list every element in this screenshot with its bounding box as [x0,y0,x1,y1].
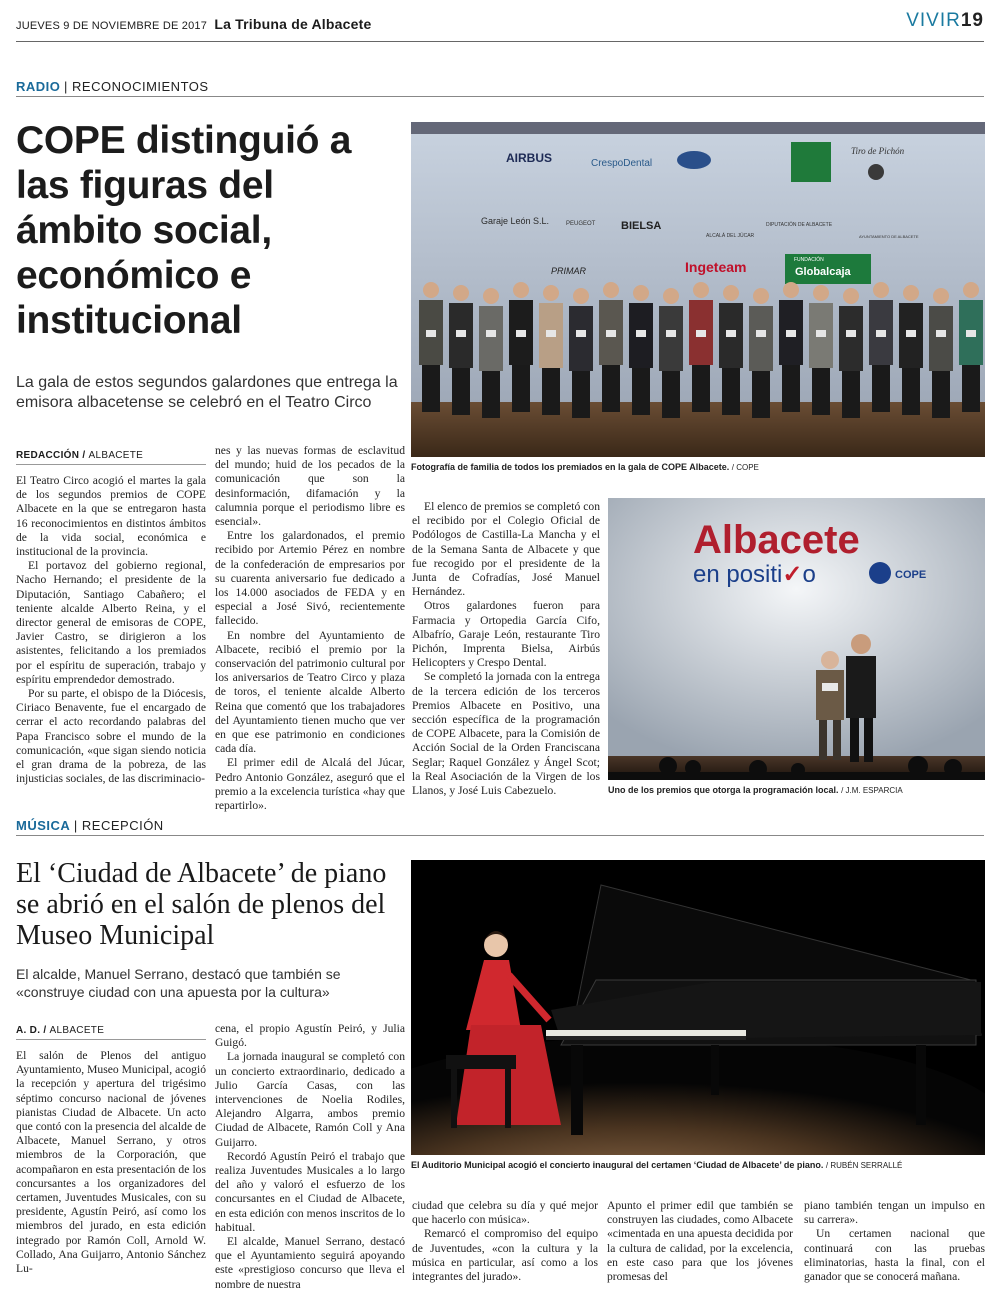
award-plaque [516,330,526,337]
paragraph: El portavoz del gobierno regional, Nacho Hernando; el presidente de la Diputación, Santiago Cabañero; el teniente alcalde Alberto Reina, y el director general de emisoras de COPE, Javier Castro, se dirigieron a los asistentes, felicitando a los premiados por el espíritu de superación, trabajo y espíritu emprendedor demostrado. [16,559,206,686]
person-legs [842,368,860,418]
person-body [569,306,593,371]
caption-text: Uno de los premios que otorga la programación local. [608,785,839,795]
person-legs [722,365,740,415]
photo-albacete-positivo [608,498,985,780]
person-legs [512,362,530,412]
sponsor-logo-shape [677,151,711,169]
person-legs [902,365,920,415]
photo-credit: / COPE [731,463,759,472]
deck-piano: El alcalde, Manuel Serrano, destacó que también se «construye ciudad con una apuesta por la cultura» [16,966,341,1000]
person-body [659,306,683,371]
award-plaque [426,330,436,337]
person-head [843,288,859,304]
masthead-rule [16,41,984,42]
sponsor-logo: Ingeteam [685,259,747,275]
person-body [929,306,953,371]
person-legs [782,362,800,412]
award-plaque [696,330,706,337]
award-plaque [876,330,886,337]
sponsor-logo: DIPUTACIÓN DE ALBACETE [766,222,833,228]
person-body [479,306,503,371]
award-plaque [606,330,616,337]
person-legs [422,362,440,412]
section-rule [16,96,984,97]
paragraph: Apunto el primer edil que también se construyen las ciudades, como Albacete «cimentada en una apuesta decidida por la cultura de calidad, por la excelencia, en este caso para que los jóvenes promesas del [607,1199,793,1284]
section-tag: RADIO [16,79,61,94]
section-label-radio: RADIO | RECONOCIMIENTOS [16,79,209,94]
paragraph: Entre los galardonados, el premio recibido por Artemio Pérez en nombre de la confederación de empresarios por su cuarenta aniversario fue dedicado a los 14.000 asociados de FEDA y en especial a José Sivó, recientemente fallecido. [215,529,405,628]
person-head [693,282,709,298]
masthead-publication: La Tribuna de Albacete [214,16,372,32]
photo3-caption [411,1160,985,1170]
award-group-image [411,122,985,457]
person-head [903,285,919,301]
person-legs [572,368,590,418]
person-legs [482,368,500,418]
screen-subtitle-b: o [802,561,816,588]
person-legs [602,362,620,412]
photo2-caption [608,785,985,795]
paragraph: cena, el propio Agustín Peiró, y Julia Guigó. [215,1022,405,1050]
person-legs [542,365,560,415]
award-plaque [636,330,646,337]
person-legs [752,368,770,418]
award-plaque [846,330,856,337]
photo-award-group [411,122,985,457]
award-plaque [786,330,796,337]
person-head [783,282,799,298]
paragraph: piano también tengan un impulso en su carrera». [804,1199,985,1227]
award-plaque [936,330,946,337]
story2-column-1 [16,1049,206,1276]
paragraph: Por su parte, el obispo de la Diócesis, Ciriaco Benavente, fue el encargado de cerrar el acto recordando palabras del Papa Francisco sobre el mundo de la comunicación, «que sigan siendo noticia el gran drama de la pobreza, de las injusticias sociales, de las discriminacio- [16,687,206,786]
photo1-caption [411,462,985,472]
byline-author: REDACCIÓN [16,450,80,461]
person-legs [932,368,950,418]
photo-pianist [411,860,985,1155]
screen-subtitle-a: en positi [693,561,783,588]
masthead-date: JUEVES 9 DE NOVIEMBRE DE 2017 [16,20,208,32]
paragraph: Un certamen nacional que continuará con las pruebas eliminatorias, hasta la final, con el ganador que se conocerá mañana. [804,1227,985,1284]
sponsor-logo: ALCALÁ DEL JÚCAR [706,233,755,239]
albacete-positivo-image [608,498,985,780]
person-head [663,288,679,304]
paragraph: La jornada inaugural se completó con un concierto extraordinario, dedicado a Julio García Casas, con las intervenciones de Noelia Rodiles, Alejandro Algarra, ambos premio Ciudad de Albacete, Ramón Coll y Ana Guijarro. [215,1050,405,1149]
sponsor-logo: CrespoDental [591,158,653,169]
award-plaque [456,330,466,337]
masthead-date-line [16,16,371,32]
paragraph: El Teatro Circo acogió el martes la gala de los segundos premios de COPE Albacete en la que se entregaron hasta 16 reconocimientos en distintos ámbitos de la vida social, económica e institucional de la provincia. [16,474,206,559]
byline-cope: REDACCIÓN / ALBACETE [16,450,144,461]
person-head [873,282,889,298]
paragraph: nes y las nuevas formas de esclavitud del mundo; huid de los pecados de la comunicación que son la desinformación, difamación y la calumnia porque el periodismo libre es esencial». [215,444,405,529]
person-body [749,306,773,371]
paragraph: El salón de Plenos del antiguo Ayuntamiento, Museo Municipal, acogió la recepción y apertura del trigésimo séptimo concurso nacional de jóvenes pianistas Ciudad de Albacete. Un acto que contó con la presencia del alcalde de Albacete, Manuel Serrano, y otros miembros de la Corporación, que acompañaron en esta presentación de los concursantes a los organizadores del certamen, Juventudes Musicales, con su presidente, Agustín Peiró, así como los miembros del jurado, en esta edición integrado por Ramón Coll, Arnold W. Collado, Ana Guijarro, Antonio Sánchez Lu- [16,1049,206,1276]
paragraph: En nombre del Ayuntamiento de Albacete, recibió el premio por la conservación del patrimonio cultural por los aniversarios de Teatro Circo y plaza de toros, el teniente alcalde Alberto Reina que comentó que los trabajadores del Ayuntamiento tienen mucho que ver en que ese patrimonio en condiciones cada día. [215,628,405,756]
person-legs [662,368,680,418]
photo-credit: / RUBÉN SERRALLÉ [825,1161,903,1170]
deck-cope: La gala de estos segundos galardones que entrega la emisora albacetense se celebró en el Teatro Circo [16,374,398,411]
page-number: 19 [960,10,984,31]
award-plaque [966,330,976,337]
award-plaque [906,330,916,337]
person-legs [962,362,980,412]
person-legs [812,365,830,415]
byline-rule [16,464,206,465]
person-head [723,285,739,301]
section-tag: MÚSICA [16,818,71,833]
award-plaque [576,330,586,337]
person-head [753,288,769,304]
screen-logo: COPE [895,569,927,581]
story2-column-4 [607,1199,793,1284]
checkmark-icon: ✓ [782,561,803,588]
pianist-image [411,860,985,1155]
award-plaque [816,330,826,337]
photo-credit: / J.M. ESPARCIA [841,786,903,795]
byline-piano: A. D. / ALBACETE [16,1025,105,1036]
byline-author: A. D. [16,1025,41,1036]
person-head [483,288,499,304]
byline-place: ALBACETE [49,1025,105,1036]
person-body [839,306,863,371]
story2-column-3 [412,1199,598,1284]
person-head [453,285,469,301]
person-head [813,285,829,301]
caption-text: Fotografía de familia de todos los premiados en la gala de COPE Albacete. [411,462,730,472]
caption-text: El Auditorio Municipal acogió el concierto inaugural del certamen ‘Ciudad de Albacete’ de piano. [411,1160,824,1170]
paragraph: El alcalde, Manuel Serrano, destacó que el Ayuntamiento seguirá apoyando este «prestigioso concurso que lleva el nombre de nuestra [215,1235,405,1291]
section-rule [16,835,984,836]
masthead-section-name: VIVIR [906,10,961,31]
award-plaque [756,330,766,337]
paragraph: El elenco de premios se completó con el recibido por el Colegio Oficial de Podólogos de Castilla-La Mancha y el de la Semana Santa de Albacete y que fue recogido por el presidente de la Junta de Cofradías, José Manuel Hernández. [412,500,600,599]
person-head [933,288,949,304]
person-legs [872,362,890,412]
person-head [963,282,979,298]
paragraph: Otros galardones fueron para Farmacia y Ortopedia García Cifo, Albafrío, Garaje León, restaurante Tiro Pichón, Imprenta Bielsa, Airbús Helicopters y Crespo Dental. [412,599,600,670]
sponsor-logo: Tiro de Pichón [851,146,905,156]
award-plaque [546,330,556,337]
person-head [633,285,649,301]
sponsor-logo: AIRBUS [506,151,553,165]
sponsor-logo: PEUGEOT [566,221,596,227]
person-legs [692,362,710,412]
sponsor-logo: Garaje León S.L. [481,216,550,226]
screen-title: Albacete [693,518,860,562]
person-legs [452,365,470,415]
person-head [543,285,559,301]
paragraph: Recordó Agustín Peiró el trabajo que realiza Juventudes Musicales a lo largo del año y valoró el esfuerzo de los concursantes en el Ciudad de Albacete, en esta edición con menos inscritos de lo habitual. [215,1149,405,1234]
sponsor-logo: AYUNTAMIENTO DE ALBACETE [859,234,919,239]
person-head [423,282,439,298]
story1-column-3 [412,500,600,798]
sponsor-logo: PRIMAR [551,266,587,276]
person-head [513,282,529,298]
sponsor-logo: FUNDACIÓN [794,257,824,263]
award-plaque [486,330,496,337]
story2-column-5 [804,1199,985,1284]
byline-rule [16,1039,206,1040]
section-label-musica: MÚSICA | RECEPCIÓN [16,818,164,833]
story2-column-2 [215,1022,405,1292]
cope-logo-icon [869,562,891,584]
masthead-section [906,10,984,32]
person-head [573,288,589,304]
headline-piano: El ‘Ciudad de Albacete’ de piano se abrió en el salón de plenos del Museo Municipal [16,858,387,951]
paragraph: ciudad que celebra su día y qué mejor que hacerlo con música». [412,1199,598,1227]
paragraph: El primer edil de Alcalá del Júcar, Pedro Antonio González, aseguró que el premio a la excelencia turística «hay que repartirlo». [215,756,405,813]
paragraph: Se completó la jornada con la entrega de la tercera edición de los terceros Premios Albacete en Positivo, una sección específica de la programación de COPE Albacete, para la Comisión de Acción Social de la Orden Franciscana Seglar; Raquel González y Ángel Scot; la Real Asociación de la Virgen de los Llanos, y José Luis Cabezuelo. [412,670,600,798]
story1-column-1 [16,474,206,786]
sponsor-logo: Globalcaja [795,266,851,278]
headline-cope: COPE distinguió a las figuras del ámbito social, económico e institucional [16,119,352,342]
sponsor-logo: BIELSA [621,220,662,232]
person-head [603,282,619,298]
sponsor-logo-shape [791,142,831,182]
byline-place: ALBACETE [88,450,144,461]
section-subtag: RECEPCIÓN [81,818,164,833]
screen-subtitle [693,561,816,588]
person-legs [632,365,650,415]
story1-column-2 [215,444,405,813]
award-plaque [726,330,736,337]
paragraph: Remarcó el compromiso del equipo de Juventudes, «con la cultura y la música en particular, así como a los integrantes del jurado». [412,1227,598,1284]
award-plaque [666,330,676,337]
section-subtag: RECONOCIMIENTOS [72,79,209,94]
